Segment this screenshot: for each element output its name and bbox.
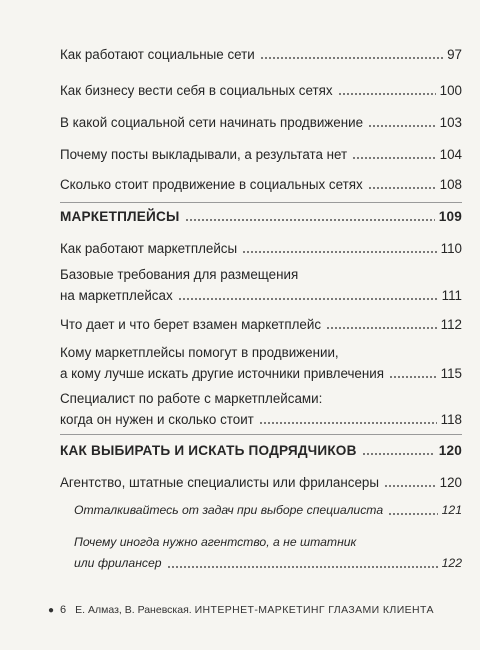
toc-page-number: 121: [441, 503, 462, 517]
section-title: КАК ВЫБИРАТЬ И ИСКАТЬ ПОДРЯДЧИКОВ: [60, 443, 357, 458]
dot-leader: [338, 93, 436, 95]
dot-leader: [352, 157, 436, 159]
toc-subentry-title: Отталкивайтесь от задач при выборе специалиста: [74, 503, 384, 517]
toc-subentry-title-line1: Почему иногда нужно агентство, а не штатник: [74, 535, 357, 549]
toc-entry-title: на маркетплейсах: [60, 288, 173, 303]
dot-leader: [384, 485, 436, 487]
toc-page-number: 109: [438, 209, 462, 224]
dot-leader: [368, 125, 436, 127]
dot-leader: [389, 376, 437, 378]
toc-entry-title: Агентство, штатные специалисты или фрилансеры: [60, 475, 379, 490]
toc-section-heading[interactable]: [60, 442, 462, 459]
section-title: МАРКЕТПЛЕЙСЫ: [60, 209, 180, 224]
toc-page-number: 104: [439, 147, 462, 162]
toc-page-number: 103: [439, 115, 462, 130]
toc-page-number: 118: [440, 412, 462, 427]
toc-page-number: 110: [440, 241, 462, 256]
footer-authors: Е. Алмаз, В. Раневская.: [75, 604, 192, 616]
toc-entry[interactable]: [60, 316, 462, 333]
section-divider: [60, 434, 462, 435]
dot-leader: [178, 298, 438, 300]
toc-entry[interactable]: [60, 240, 462, 257]
toc-entry-title: когда он нужен и сколько стоит: [60, 412, 254, 427]
toc-entry-title: Как работают маркетплейсы: [60, 241, 238, 256]
dot-leader: [167, 566, 438, 568]
toc-page-number: 112: [440, 317, 462, 332]
toc-page-number: 111: [441, 288, 462, 303]
page-footer: [48, 604, 434, 616]
toc-subentry-title: или фрилансер: [74, 556, 162, 570]
section-divider: [60, 202, 462, 203]
toc-page-number: 115: [440, 366, 462, 381]
toc-entry[interactable]: [60, 474, 462, 491]
toc-page-number: 120: [439, 475, 462, 490]
toc-entry[interactable]: [60, 390, 462, 428]
dot-leader: [368, 187, 436, 189]
dot-leader: [388, 513, 438, 515]
toc-section-heading[interactable]: [60, 208, 462, 225]
toc-subentry[interactable]: [74, 502, 462, 519]
toc-entry-title: Почему посты выкладывали, а результата нет: [60, 147, 348, 162]
toc-page-number: 97: [447, 47, 462, 62]
dot-leader: [185, 219, 435, 221]
dot-leader: [260, 57, 443, 59]
toc-entry-title: Что дает и что берет взамен маркетплейс: [60, 317, 322, 332]
toc-entry[interactable]: [60, 46, 462, 63]
dot-leader: [259, 422, 437, 424]
dot-leader: [326, 327, 437, 329]
toc-entry[interactable]: [60, 82, 462, 99]
toc-entry[interactable]: [60, 266, 462, 304]
toc-page-number: 108: [439, 177, 462, 192]
toc-entry-title: а кому лучше искать другие источники привлечения: [60, 366, 385, 381]
toc-entry[interactable]: [60, 344, 462, 382]
toc-entry-title: Как работают социальные сети: [60, 47, 255, 62]
toc-entry-title: Как бизнесу вести себя в социальных сетях: [60, 83, 333, 98]
toc-page-number: 100: [439, 83, 462, 98]
dot-leader: [362, 453, 435, 455]
toc-entry-title: Сколько стоит продвижение в социальных сетях: [60, 177, 363, 192]
toc-entry-title: В какой социальной сети начинать продвижение: [60, 115, 364, 130]
toc-page-number: 120: [438, 443, 462, 458]
toc-entry[interactable]: [60, 114, 462, 131]
footer-book-title: ИНТЕРНЕТ-МАРКЕТИНГ ГЛАЗАМИ КЛИЕНТА: [194, 604, 434, 616]
dot-leader: [242, 251, 437, 253]
toc-entry-title-line1: Базовые требования для размещения: [60, 267, 299, 282]
bullet-icon: ●: [48, 604, 55, 616]
toc-entry-title-line1: Кому маркетплейсы помогут в продвижении,: [60, 345, 339, 360]
toc-entry[interactable]: [60, 176, 462, 193]
toc-subentry[interactable]: [74, 534, 462, 572]
toc-entry-title-line1: Специалист по работе с маркетплейсами:: [60, 391, 323, 406]
toc-page-number: 122: [441, 556, 462, 570]
toc-entry[interactable]: [60, 146, 462, 163]
page-number: 6: [60, 604, 67, 616]
